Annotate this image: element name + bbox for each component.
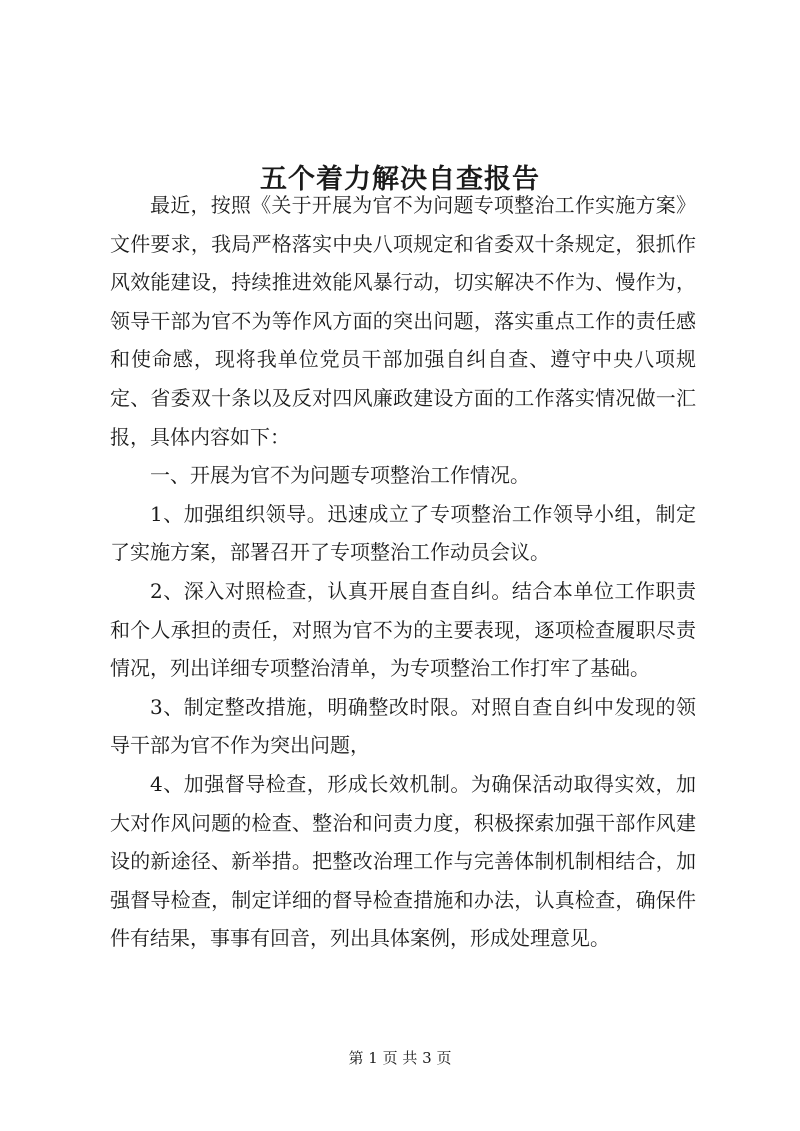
paragraph-item-4: 4、加强督导检查，形成长效机制。为确保活动取得实效，加大对作风问题的检查、整治和问责力度，积极探索加强干部作风建设的新途径、新举措。把整改治理工作与完善体制机制相结合，加强督导检查，制定详细的督导检查措施和办法，认真检查，确保件件有结果，事事有回音，列出具体案例，形成处理意见。 [110,771,696,951]
paragraph-item-1: 1、加强组织领导。迅速成立了专项整治工作领导小组，制定了实施方案，部署召开了专项整治工作动员会议。 [110,501,696,565]
paragraph-item-2: 2、深入对照检查，认真开展自查自纠。结合本单位工作职责和个人承担的责任，对照为官不为的主要表现，逐项检查履职尽责情况，列出详细专项整治清单，为专项整治工作打牢了基础。 [110,578,696,681]
page-number-footer: 第 1 页 共 3 页 [348,1049,452,1067]
paragraph-intro: 最近，按照《关于开展为官不为问题专项整治工作实施方案》文件要求，我局严格落实中央八项规定和省委双十条规定，狠抓作风效能建设，持续推进效能风暴行动，切实解决不作为、慢作为，领导干部为官不为等作风方面的突出问题，落实重点工作的责任感和使命感，现将我单位党员干部加强自纠自查、遵守中央八项规定、省委双十条以及反对四风廉政建设方面的工作落实情况做一汇报，具体内容如下： [110,193,696,449]
document-title: 五个着力解决自查报告 [260,164,540,196]
paragraph-item-3: 3、制定整改措施，明确整改时限。对照自查自纠中发现的领导干部为官不作为突出问题， [110,694,696,758]
document-body [110,186,696,958]
paragraph-section-1-heading: 一、开展为官不为问题专项整治工作情况。 [150,463,530,488]
